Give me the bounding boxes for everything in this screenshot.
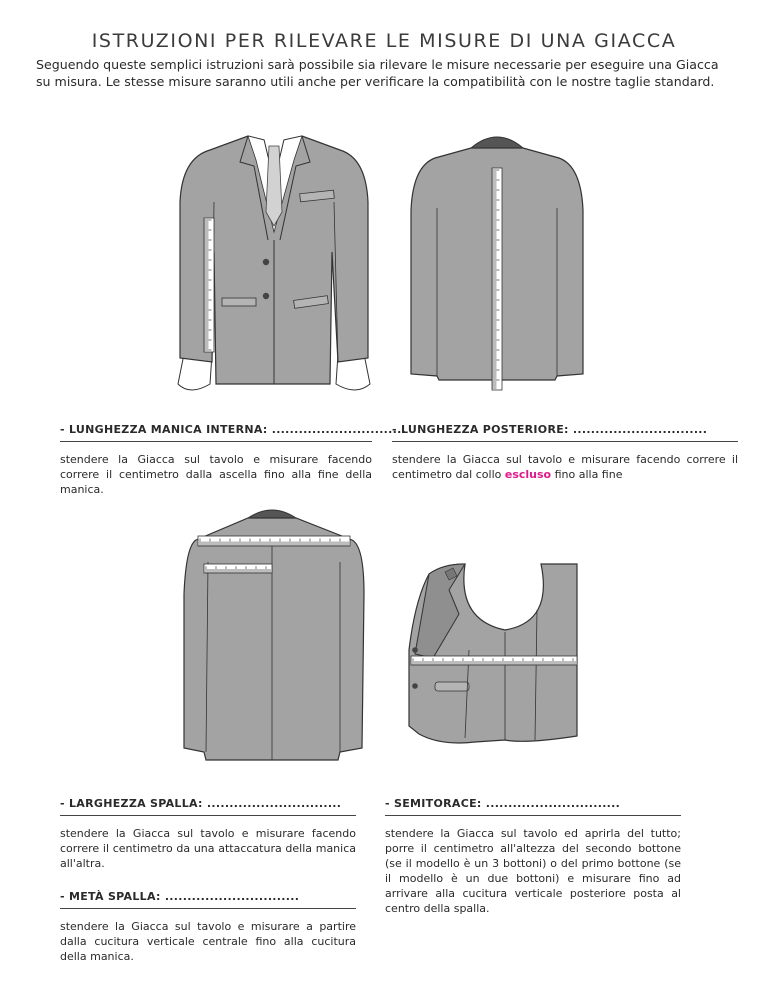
measurement-blank: .............................. xyxy=(271,423,407,436)
divider xyxy=(392,441,738,442)
open-jacket-illustration xyxy=(405,550,585,750)
divider xyxy=(385,815,681,816)
measurement-blank: .............................. xyxy=(164,890,300,903)
front-jacket-illustration xyxy=(170,122,380,402)
desc-spalla: stendere la Giacca sul tavolo e misurare facendo correre il centimetro da una attaccatura della manica all'altra. xyxy=(60,827,356,870)
side-pocket xyxy=(435,682,469,691)
measurement-blank: .............................. xyxy=(206,797,342,810)
measuring-tape xyxy=(204,564,272,573)
back-jacket-illustration xyxy=(405,130,590,392)
desc-manica: stendere la Giacca sul tavolo e misurare facendo correre il centimetro dalla ascella fino alla fine della manica. xyxy=(60,453,372,496)
measuring-tape xyxy=(492,168,502,390)
intro-paragraph: Seguendo queste semplici istruzioni sarà possibile sia rilevare le misure necessarie per eseguire una Giacca su misura. Le stesse misure saranno utili anche per verificare la compatibilità con le nostre taglie standard. xyxy=(36,57,719,89)
side-pocket xyxy=(222,298,256,306)
jacket-button xyxy=(412,647,418,653)
heading-semitorace-label: - SEMITORACE: xyxy=(385,797,482,810)
shoulder-jacket-illustration xyxy=(180,504,370,766)
measurement-blank: .............................. xyxy=(485,797,621,810)
jacket-body xyxy=(184,518,364,760)
desc-semitorace: stendere la Giacca sul tavolo ed aprirla del tutto; porre il centimetro all'altezza del secondo bottone (se il modello è un 3 bottoni) o del primo bottone (se il modello è un due bottoni) e misurare fino ad arrivare alla cucitura verticale posteriore posta al centro della spalla. xyxy=(385,827,681,915)
heading-spalla-label: - LARGHEZZA SPALLA: xyxy=(60,797,203,810)
section-semitorace xyxy=(385,796,681,916)
tie xyxy=(266,146,282,226)
section-lunghezza-posteriore xyxy=(392,422,738,482)
jacket-button xyxy=(263,293,269,299)
measuring-tape xyxy=(204,218,214,352)
highlight-escluso: escluso xyxy=(504,468,552,481)
desc-posteriore: stendere la Giacca sul tavolo e misurare facendo correre il centimetro dal collo escluso fino alla fine xyxy=(392,453,738,481)
jacket-button xyxy=(412,683,418,689)
heading-meta-spalla-label: - METÀ SPALLA: xyxy=(60,890,161,903)
desc-meta-spalla: stendere la Giacca sul tavolo e misurare a partire dalla cucitura verticale centrale fino alla cucitura della manica. xyxy=(60,920,356,963)
divider xyxy=(60,441,372,442)
heading-posteriore-label: - LUNGHEZZA POSTERIORE: xyxy=(392,423,569,436)
page-title: ISTRUZIONI PER RILEVARE LE MISURE DI UNA GIACCA xyxy=(91,30,677,52)
heading-manica-label: - LUNGHEZZA MANICA INTERNA: xyxy=(60,423,268,436)
section-larghezza-spalla xyxy=(60,796,356,964)
measurement-blank: .............................. xyxy=(572,423,708,436)
jacket-button xyxy=(263,259,269,265)
section-manica-interna xyxy=(60,422,407,497)
measuring-tape xyxy=(411,656,577,665)
divider xyxy=(60,908,356,909)
divider xyxy=(60,815,356,816)
measuring-tape xyxy=(198,536,350,546)
